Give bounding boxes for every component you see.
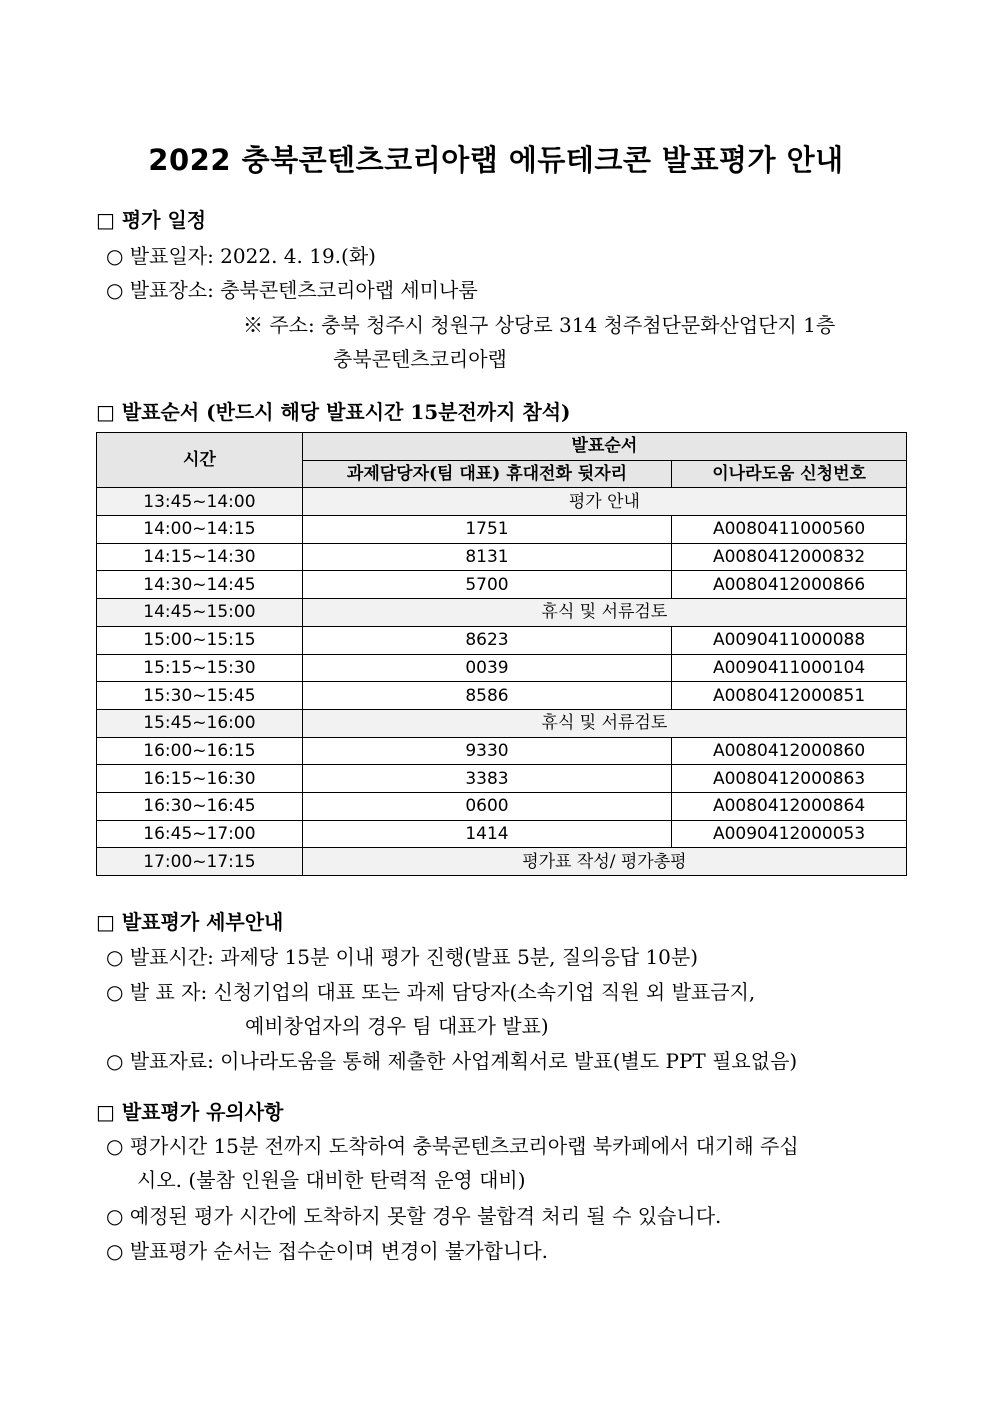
- document-title: 2022 충북콘텐츠코리아랩 에듀테크콘 발표평가 안내: [148, 143, 844, 177]
- application-number-cell: A0080412000860: [672, 737, 907, 765]
- note-cell: 휴식 및 서류검토: [302, 599, 906, 627]
- phone-cell: 8586: [302, 682, 671, 710]
- time-cell: 15:45~16:00: [97, 709, 303, 737]
- note-1-line-1: ○ 평가시간 15분 전까지 도착하여 충북콘텐츠코리아랩 북카페에서 대기해 주십: [106, 1134, 799, 1158]
- application-number-cell: A0080412000851: [672, 682, 907, 710]
- table-row: [97, 682, 907, 710]
- time-cell: 14:15~14:30: [97, 543, 303, 571]
- table-body: [97, 488, 907, 876]
- presentation-order-table: [96, 432, 907, 876]
- application-number-cell: A0090411000088: [672, 626, 907, 654]
- detail-presenter-line-2: 예비창업자의 경우 팀 대표가 발표): [245, 1014, 549, 1038]
- phone-cell: 9330: [302, 737, 671, 765]
- phone-cell: 3383: [302, 765, 671, 793]
- header-order: 발표순서: [302, 433, 906, 461]
- time-cell: 14:45~15:00: [97, 599, 303, 627]
- time-cell: 16:00~16:15: [97, 737, 303, 765]
- section-notes-heading: □ 발표평가 유의사항: [96, 1100, 284, 1124]
- header-time: 시간: [97, 433, 303, 488]
- note-3: ○ 발표평가 순서는 접수순이며 변경이 불가합니다.: [106, 1239, 548, 1263]
- presentation-date: ○ 발표일자: 2022. 4. 19.(화): [106, 244, 376, 268]
- phone-cell: 1414: [302, 820, 671, 848]
- table-row: [97, 599, 907, 627]
- table-row: [97, 765, 907, 793]
- time-cell: 15:00~15:15: [97, 626, 303, 654]
- phone-cell: 0600: [302, 792, 671, 820]
- application-number-cell: A0090411000104: [672, 654, 907, 682]
- time-cell: 16:15~16:30: [97, 765, 303, 793]
- application-number-cell: A0080412000866: [672, 571, 907, 599]
- time-cell: 17:00~17:15: [97, 848, 303, 876]
- application-number-cell: A0080412000864: [672, 792, 907, 820]
- header-phone: 과제담당자(팀 대표) 휴대전화 뒷자리: [302, 460, 671, 488]
- note-cell: 휴식 및 서류검토: [302, 709, 906, 737]
- table-row: [97, 820, 907, 848]
- phone-cell: 5700: [302, 571, 671, 599]
- phone-cell: 0039: [302, 654, 671, 682]
- phone-cell: 1751: [302, 516, 671, 544]
- note-2: ○ 예정된 평가 시간에 도착하지 못할 경우 불합격 처리 될 수 있습니다.: [106, 1204, 722, 1228]
- time-cell: 15:30~15:45: [97, 682, 303, 710]
- table-row: [97, 543, 907, 571]
- table-row: [97, 516, 907, 544]
- detail-presentation-time: ○ 발표시간: 과제당 15분 이내 평가 진행(발표 5분, 질의응답 10분): [106, 945, 699, 969]
- table-row: [97, 571, 907, 599]
- table-row: [97, 488, 907, 516]
- application-number-cell: A0080411000560: [672, 516, 907, 544]
- phone-cell: 8623: [302, 626, 671, 654]
- table-row: [97, 792, 907, 820]
- table-row: [97, 709, 907, 737]
- note-cell: 평가 안내: [302, 488, 906, 516]
- table-row: [97, 848, 907, 876]
- time-cell: 16:45~17:00: [97, 820, 303, 848]
- phone-cell: 8131: [302, 543, 671, 571]
- time-cell: 13:45~14:00: [97, 488, 303, 516]
- time-cell: 15:15~15:30: [97, 654, 303, 682]
- section-detail-heading: □ 발표평가 세부안내: [96, 910, 284, 934]
- application-number-cell: A0080412000863: [672, 765, 907, 793]
- header-application-number: 이나라도움 신청번호: [672, 460, 907, 488]
- note-cell: 평가표 작성/ 평가총평: [302, 848, 906, 876]
- application-number-cell: A0080412000832: [672, 543, 907, 571]
- table-row: [97, 737, 907, 765]
- detail-presentation-material: ○ 발표자료: 이나라도움을 통해 제출한 사업계획서로 발표(별도 PPT 필요없음): [106, 1049, 798, 1073]
- time-cell: 14:00~14:15: [97, 516, 303, 544]
- application-number-cell: A0090412000053: [672, 820, 907, 848]
- address-line-2: 충북콘텐츠코리아랩: [333, 347, 507, 371]
- time-cell: 16:30~16:45: [97, 792, 303, 820]
- detail-presenter-line-1: ○ 발 표 자: 신청기업의 대표 또는 과제 담당자(소속기업 직원 외 발표금지,: [106, 980, 756, 1004]
- note-1-line-2: 시오. (불참 인원을 대비한 탄력적 운영 대비): [137, 1168, 526, 1192]
- time-cell: 14:30~14:45: [97, 571, 303, 599]
- table-row: [97, 654, 907, 682]
- section-schedule-heading: □ 평가 일정: [96, 208, 207, 232]
- table-row: [97, 626, 907, 654]
- section-order-heading: □ 발표순서 (반드시 해당 발표시간 15분전까지 참석): [96, 400, 571, 424]
- presentation-place: ○ 발표장소: 충북콘텐츠코리아랩 세미나룸: [106, 278, 478, 302]
- address-line-1: ※ 주소: 충북 청주시 청원구 상당로 314 청주첨단문화산업단지 1층: [243, 313, 836, 337]
